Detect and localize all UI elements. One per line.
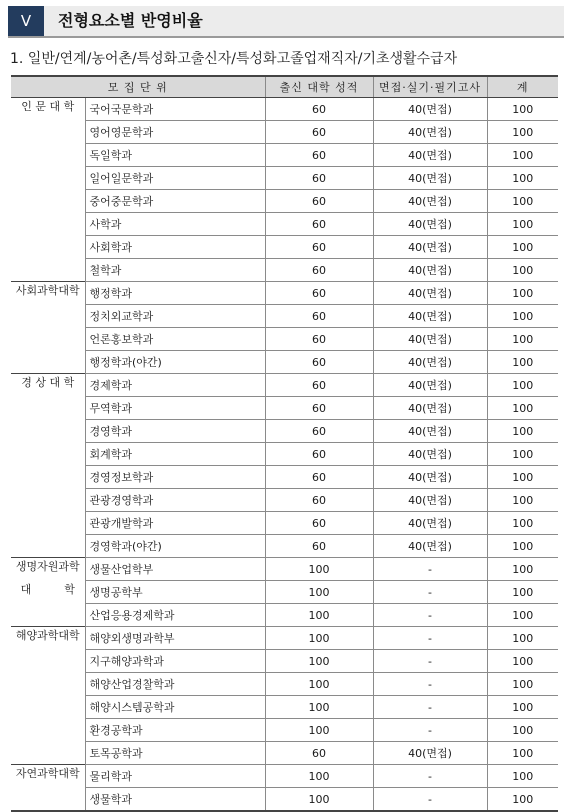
grade-ratio: 60 (265, 305, 373, 328)
exam-ratio: 40(면접) (373, 121, 487, 144)
total-ratio: 100 (487, 696, 558, 719)
exam-ratio: - (373, 719, 487, 742)
department-name: 생명공학부 (85, 581, 265, 604)
table-row (11, 190, 558, 213)
exam-ratio: 40(면접) (373, 420, 487, 443)
department-name: 언론홍보학과 (85, 328, 265, 351)
grade-ratio: 60 (265, 374, 373, 397)
department-name: 경영정보학과 (85, 466, 265, 489)
total-ratio: 100 (487, 121, 558, 144)
grade-ratio: 60 (265, 443, 373, 466)
exam-ratio: 40(면접) (373, 259, 487, 282)
total-ratio: 100 (487, 144, 558, 167)
column-header-unit: 모 집 단 위 (11, 76, 265, 98)
college-name (11, 190, 85, 213)
department-name: 무역학과 (85, 397, 265, 420)
exam-ratio: 40(면접) (373, 443, 487, 466)
table-row (11, 627, 558, 650)
table-row (11, 696, 558, 719)
table-row (11, 581, 558, 604)
exam-ratio: - (373, 627, 487, 650)
exam-ratio: - (373, 650, 487, 673)
exam-ratio: - (373, 581, 487, 604)
department-name: 물리학과 (85, 765, 265, 788)
college-name (11, 719, 85, 742)
total-ratio: 100 (487, 213, 558, 236)
college-name (11, 213, 85, 236)
department-name: 행정학과(야간) (85, 351, 265, 374)
table-row (11, 144, 558, 167)
table-row (11, 489, 558, 512)
exam-ratio: 40(면접) (373, 190, 487, 213)
college-name (11, 673, 85, 696)
college-name (11, 420, 85, 443)
grade-ratio: 100 (265, 788, 373, 812)
department-name: 경영학과(야간) (85, 535, 265, 558)
grade-ratio: 60 (265, 489, 373, 512)
table-row (11, 282, 558, 305)
grade-ratio: 60 (265, 328, 373, 351)
exam-ratio: 40(면접) (373, 397, 487, 420)
department-name: 관광경영학과 (85, 489, 265, 512)
college-name (11, 351, 85, 374)
table-row (11, 374, 558, 397)
total-ratio: 100 (487, 374, 558, 397)
total-ratio: 100 (487, 351, 558, 374)
exam-ratio: - (373, 673, 487, 696)
total-ratio: 100 (487, 420, 558, 443)
exam-ratio: 40(면접) (373, 305, 487, 328)
total-ratio: 100 (487, 328, 558, 351)
department-name: 중어중문학과 (85, 190, 265, 213)
college-name (11, 144, 85, 167)
grade-ratio: 60 (265, 420, 373, 443)
grade-ratio: 60 (265, 351, 373, 374)
total-ratio: 100 (487, 282, 558, 305)
table-row (11, 742, 558, 765)
table-row (11, 558, 558, 581)
college-name: 인 문 대 학 (11, 98, 85, 121)
department-name: 해양시스템공학과 (85, 696, 265, 719)
department-name: 해양산업경찰학과 (85, 673, 265, 696)
college-name (11, 121, 85, 144)
total-ratio: 100 (487, 581, 558, 604)
college-name (11, 305, 85, 328)
department-name: 지구해양과학과 (85, 650, 265, 673)
grade-ratio: 60 (265, 742, 373, 765)
total-ratio: 100 (487, 167, 558, 190)
grade-ratio: 60 (265, 236, 373, 259)
exam-ratio: 40(면접) (373, 98, 487, 121)
table-row (11, 305, 558, 328)
column-header-grade: 출신 대학 성적 (265, 76, 373, 98)
grade-ratio: 100 (265, 719, 373, 742)
department-name: 환경공학과 (85, 719, 265, 742)
department-name: 사회학과 (85, 236, 265, 259)
table-row (11, 604, 558, 627)
total-ratio: 100 (487, 650, 558, 673)
department-name: 경제학과 (85, 374, 265, 397)
college-name (11, 236, 85, 259)
column-header-total: 계 (487, 76, 558, 98)
department-name: 경영학과 (85, 420, 265, 443)
table-body (11, 98, 558, 812)
total-ratio: 100 (487, 190, 558, 213)
college-name: 대 학 (11, 581, 85, 604)
department-name: 일어일문학과 (85, 167, 265, 190)
table-header-row (11, 76, 558, 98)
exam-ratio: 40(면접) (373, 535, 487, 558)
college-name: 경 상 대 학 (11, 374, 85, 397)
grade-ratio: 60 (265, 144, 373, 167)
exam-ratio: - (373, 765, 487, 788)
department-name: 사학과 (85, 213, 265, 236)
college-name (11, 328, 85, 351)
table-row (11, 719, 558, 742)
exam-ratio: 40(면접) (373, 489, 487, 512)
department-name: 회계학과 (85, 443, 265, 466)
table-row (11, 236, 558, 259)
total-ratio: 100 (487, 98, 558, 121)
total-ratio: 100 (487, 604, 558, 627)
table-row (11, 788, 558, 812)
college-name (11, 535, 85, 558)
table-row (11, 650, 558, 673)
grade-ratio: 60 (265, 121, 373, 144)
section-header (8, 6, 564, 38)
grade-ratio: 60 (265, 259, 373, 282)
table-row (11, 98, 558, 121)
grade-ratio: 100 (265, 696, 373, 719)
grade-ratio: 60 (265, 512, 373, 535)
exam-ratio: 40(면접) (373, 236, 487, 259)
ratio-table (11, 75, 558, 812)
section-number: V (8, 6, 44, 36)
table-row (11, 213, 558, 236)
exam-ratio: 40(면접) (373, 742, 487, 765)
section-title: 전형요소별 반영비율 (58, 11, 203, 30)
college-name: 생명자원과학 (11, 558, 85, 581)
department-name: 독일학과 (85, 144, 265, 167)
table-row (11, 673, 558, 696)
exam-ratio: - (373, 604, 487, 627)
department-name: 해양외생명과학부 (85, 627, 265, 650)
total-ratio: 100 (487, 719, 558, 742)
department-name: 생물산업학부 (85, 558, 265, 581)
exam-ratio: 40(면접) (373, 466, 487, 489)
college-name: 해양과학대학 (11, 627, 85, 650)
table-row (11, 466, 558, 489)
college-name (11, 466, 85, 489)
grade-ratio: 60 (265, 98, 373, 121)
grade-ratio: 60 (265, 213, 373, 236)
total-ratio: 100 (487, 397, 558, 420)
total-ratio: 100 (487, 535, 558, 558)
college-name (11, 259, 85, 282)
college-name (11, 489, 85, 512)
table-row (11, 397, 558, 420)
total-ratio: 100 (487, 259, 558, 282)
total-ratio: 100 (487, 742, 558, 765)
total-ratio: 100 (487, 673, 558, 696)
table-row (11, 420, 558, 443)
college-name (11, 167, 85, 190)
college-name (11, 696, 85, 719)
exam-ratio: - (373, 558, 487, 581)
grade-ratio: 100 (265, 673, 373, 696)
column-header-exam: 면접·실기·필기고사 (373, 76, 487, 98)
department-name: 생물학과 (85, 788, 265, 812)
college-name (11, 397, 85, 420)
grade-ratio: 60 (265, 190, 373, 213)
table-row (11, 121, 558, 144)
department-name: 행정학과 (85, 282, 265, 305)
department-name: 관광개발학과 (85, 512, 265, 535)
college-name: 자연과학대학 (11, 765, 85, 788)
grade-ratio: 100 (265, 765, 373, 788)
college-name (11, 512, 85, 535)
table-row (11, 167, 558, 190)
department-name: 산업응용경제학과 (85, 604, 265, 627)
total-ratio: 100 (487, 305, 558, 328)
exam-ratio: 40(면접) (373, 374, 487, 397)
grade-ratio: 60 (265, 535, 373, 558)
table-row (11, 535, 558, 558)
subsection-title: 1. 일반/연계/농어촌/특성화고출신자/특성화고졸업재직자/기초생활수급자 (10, 51, 458, 67)
college-name (11, 650, 85, 673)
exam-ratio: 40(면접) (373, 512, 487, 535)
total-ratio: 100 (487, 512, 558, 535)
grade-ratio: 100 (265, 558, 373, 581)
table-row (11, 351, 558, 374)
exam-ratio: 40(면접) (373, 167, 487, 190)
department-name: 국어국문학과 (85, 98, 265, 121)
exam-ratio: - (373, 788, 487, 812)
exam-ratio: 40(면접) (373, 282, 487, 305)
total-ratio: 100 (487, 466, 558, 489)
college-name (11, 604, 85, 627)
college-name: 사회과학대학 (11, 282, 85, 305)
total-ratio: 100 (487, 765, 558, 788)
college-name (11, 788, 85, 812)
grade-ratio: 60 (265, 397, 373, 420)
table-row (11, 443, 558, 466)
total-ratio: 100 (487, 489, 558, 512)
grade-ratio: 100 (265, 650, 373, 673)
department-name: 토목공학과 (85, 742, 265, 765)
total-ratio: 100 (487, 558, 558, 581)
department-name: 정치외교학과 (85, 305, 265, 328)
exam-ratio: 40(면접) (373, 328, 487, 351)
college-name (11, 443, 85, 466)
table-row (11, 328, 558, 351)
table-row (11, 765, 558, 788)
grade-ratio: 60 (265, 466, 373, 489)
grade-ratio: 60 (265, 167, 373, 190)
exam-ratio: 40(면접) (373, 351, 487, 374)
department-name: 영어영문학과 (85, 121, 265, 144)
table-row (11, 259, 558, 282)
exam-ratio: 40(면접) (373, 213, 487, 236)
table-row (11, 512, 558, 535)
college-name (11, 742, 85, 765)
total-ratio: 100 (487, 443, 558, 466)
grade-ratio: 100 (265, 627, 373, 650)
grade-ratio: 100 (265, 581, 373, 604)
grade-ratio: 100 (265, 604, 373, 627)
total-ratio: 100 (487, 788, 558, 812)
department-name: 철학과 (85, 259, 265, 282)
exam-ratio: - (373, 696, 487, 719)
total-ratio: 100 (487, 627, 558, 650)
exam-ratio: 40(면접) (373, 144, 487, 167)
grade-ratio: 60 (265, 282, 373, 305)
total-ratio: 100 (487, 236, 558, 259)
